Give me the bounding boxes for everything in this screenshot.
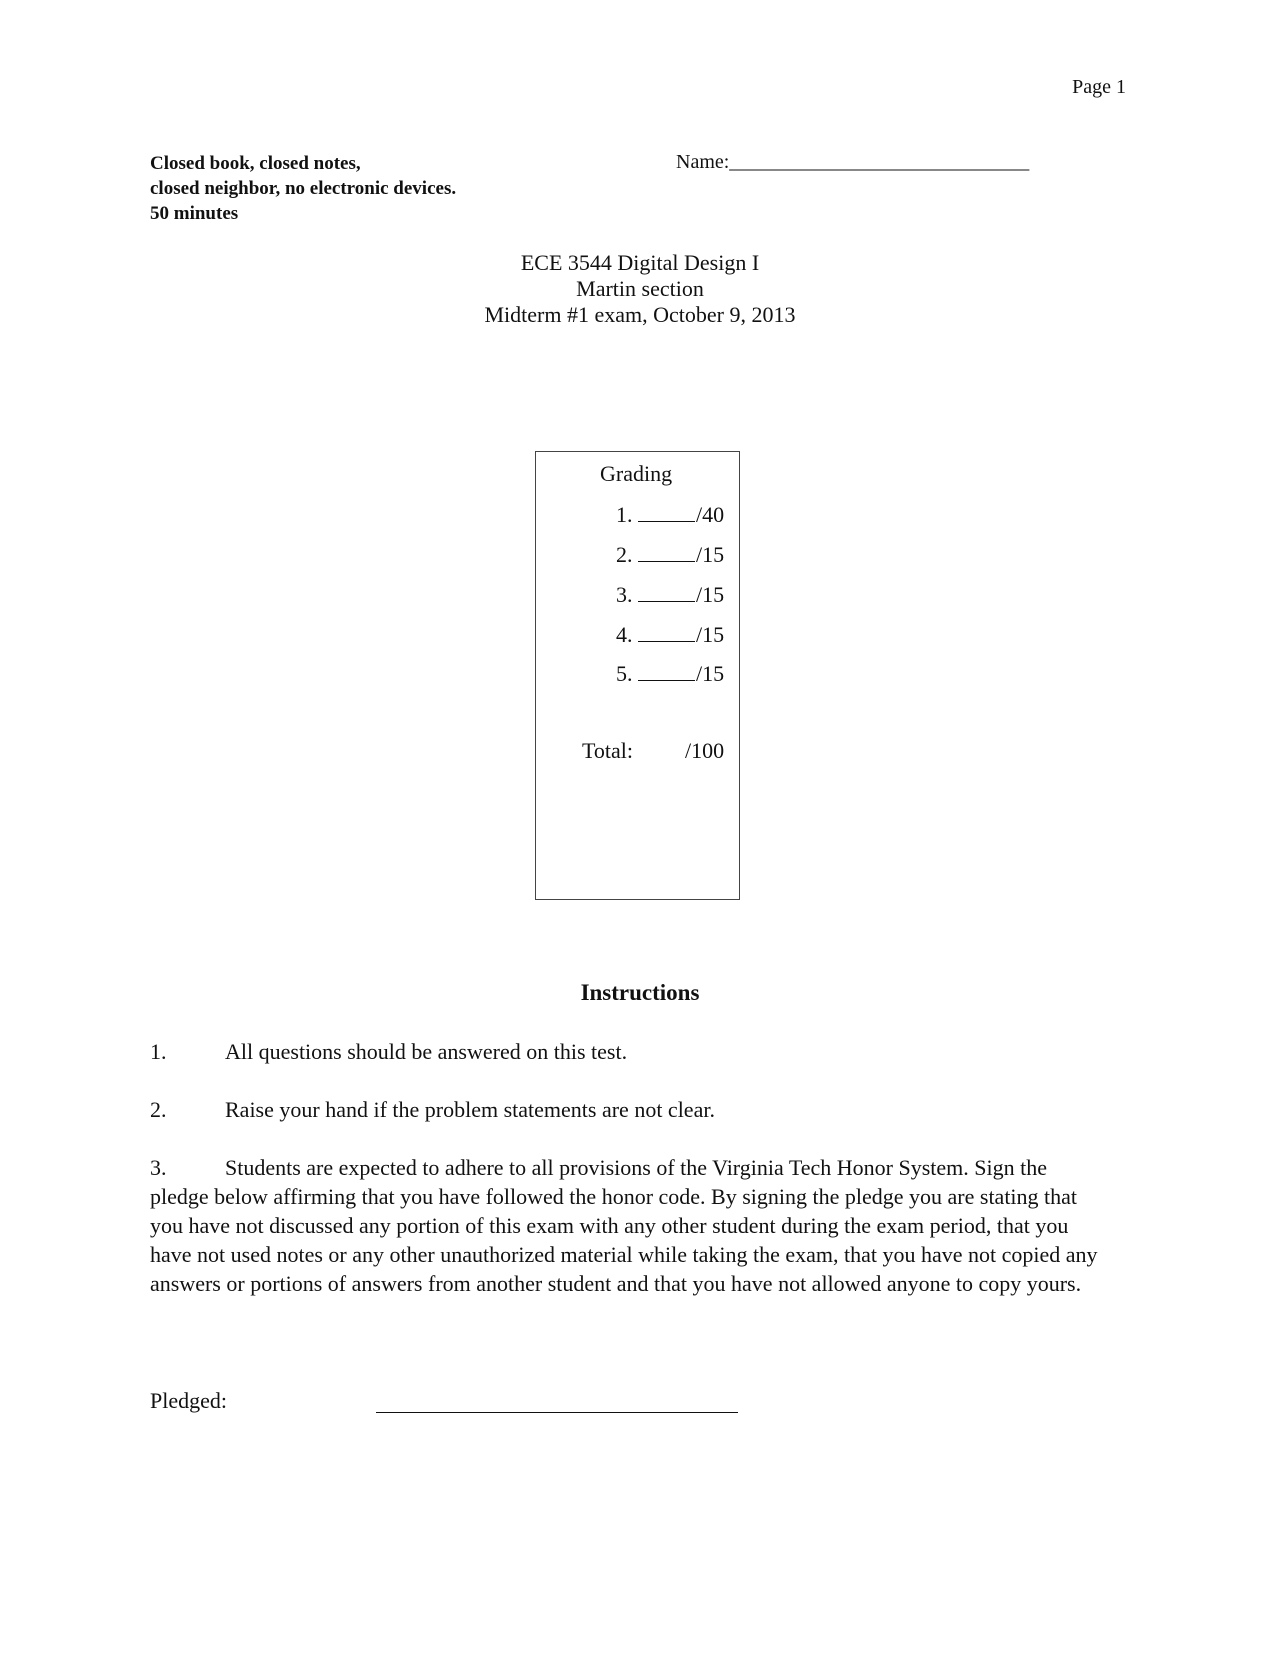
score-blank[interactable] xyxy=(638,501,695,522)
instruction-item xyxy=(150,1095,1110,1124)
grading-row xyxy=(616,581,724,608)
instruction-item xyxy=(150,1037,1110,1066)
instruction-number: 3. xyxy=(150,1155,167,1180)
instruction-number: 1. xyxy=(150,1039,167,1064)
grading-row-number: 5. xyxy=(616,661,633,686)
grading-heading: Grading xyxy=(600,461,673,486)
grading-row xyxy=(616,621,724,648)
total-label: Total: xyxy=(582,738,634,763)
grading-row-number: 2. xyxy=(616,542,633,567)
instruction-text: Students are expected to adhere to all provisions of the Virginia Tech Honor System. Sign the pledge below affirming that you have followed the honor code. By signing the pledge you are stating that you have not discussed any portion of this exam with any other student during the exam period, that you have not used notes or any other unauthorized material while taking the exam, that you have not copied any answers or portions of answers from another student and that you have not allowed anyone to copy yours. xyxy=(150,1155,1098,1296)
pledge-field xyxy=(150,1388,227,1414)
name-field[interactable]: Name:______________________________ xyxy=(676,151,1030,173)
instruction-item xyxy=(150,1153,1110,1298)
instructions-heading: Instructions xyxy=(580,980,700,1005)
score-blank[interactable] xyxy=(638,581,695,602)
rule-line: Closed book, closed notes, xyxy=(150,153,361,174)
course-title: ECE 3544 Digital Design I xyxy=(520,250,760,275)
grading-row-max: /15 xyxy=(696,582,725,607)
exam-rules xyxy=(150,151,456,226)
instruction-text: All questions should be answered on this test. xyxy=(225,1039,628,1064)
grading-row-max: /15 xyxy=(696,542,725,567)
grading-row-max: /15 xyxy=(696,661,725,686)
grading-row xyxy=(616,501,724,528)
score-blank[interactable] xyxy=(638,660,695,681)
grading-row-number: 1. xyxy=(616,502,633,527)
pledge-signature-line[interactable] xyxy=(376,1412,738,1413)
course-section: Martin section xyxy=(576,276,704,301)
grading-row-max: /40 xyxy=(696,502,725,527)
grading-row xyxy=(616,541,724,568)
total-max: /100 xyxy=(685,738,725,763)
grading-row-max: /15 xyxy=(696,622,725,647)
grading-row-number: 4. xyxy=(616,622,633,647)
grading-total xyxy=(582,738,724,764)
score-blank[interactable] xyxy=(638,541,695,562)
pledge-label: Pledged: xyxy=(150,1388,227,1413)
grading-row-number: 3. xyxy=(616,582,633,607)
rule-line: 50 minutes xyxy=(150,203,239,224)
course-heading xyxy=(340,250,940,328)
exam-title: Midterm #1 exam, October 9, 2013 xyxy=(484,302,796,327)
score-blank[interactable] xyxy=(638,621,695,642)
grading-box xyxy=(535,451,740,900)
instruction-number: 2. xyxy=(150,1097,167,1122)
page-number: Page 1 xyxy=(1072,76,1126,98)
grading-row xyxy=(616,660,724,687)
instruction-text: Raise your hand if the problem statements are not clear. xyxy=(225,1097,715,1122)
rule-line: closed neighbor, no electronic devices. xyxy=(150,178,457,199)
